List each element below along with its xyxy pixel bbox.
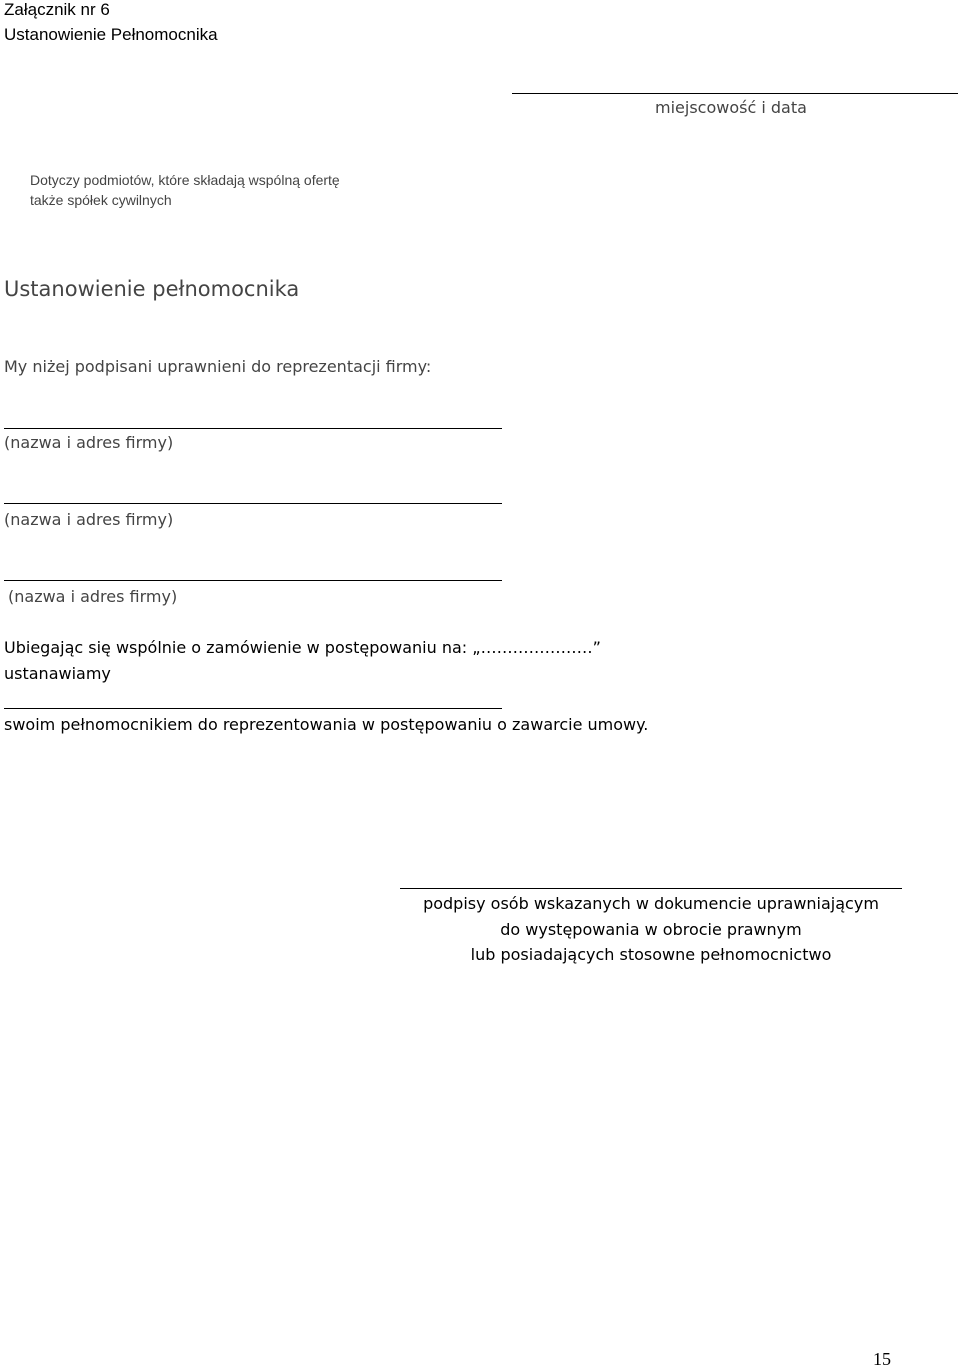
company-label-2: (nazwa i adres firmy)	[4, 510, 174, 529]
attachment-number: Załącznik nr 6	[4, 0, 110, 19]
company-line-3	[4, 580, 502, 581]
signature-caption-3: lub posiadających stosowne pełnomocnictwo	[470, 945, 832, 964]
purpose-text: swoim pełnomocnikiem do reprezentowania w postępowaniu o zawarcie umowy.	[4, 715, 649, 734]
company-line-1	[4, 428, 502, 429]
note-line-1: Dotyczy podmiotów, które składają wspólną ofertę	[30, 172, 340, 188]
place-date-line	[512, 93, 958, 94]
company-line-2	[4, 503, 502, 504]
place-date-label: miejscowość i data	[655, 98, 807, 117]
proceeding-text: Ubiegając się wspólnie o zamówienie w postępowaniu na: „…………………”	[4, 638, 601, 657]
appoint-text: ustanawiamy	[4, 664, 111, 683]
signature-line	[400, 888, 902, 889]
page-number: 15	[873, 1349, 891, 1369]
intro-text: My niżej podpisani uprawnieni do reprezentacji firmy:	[4, 357, 432, 376]
page-title: Ustanowienie pełnomocnika	[4, 277, 300, 301]
document-heading: Ustanowienie Pełnomocnika	[4, 25, 218, 44]
company-label-3: (nazwa i adres firmy)	[8, 587, 178, 606]
signature-caption-1: podpisy osób wskazanych w dokumencie uprawniającym	[423, 894, 879, 913]
signature-caption-2: do występowania w obrocie prawnym	[500, 920, 802, 939]
proxy-name-line	[4, 708, 502, 709]
note-line-2: także spółek cywilnych	[30, 192, 172, 208]
company-label-1: (nazwa i adres firmy)	[4, 433, 174, 452]
